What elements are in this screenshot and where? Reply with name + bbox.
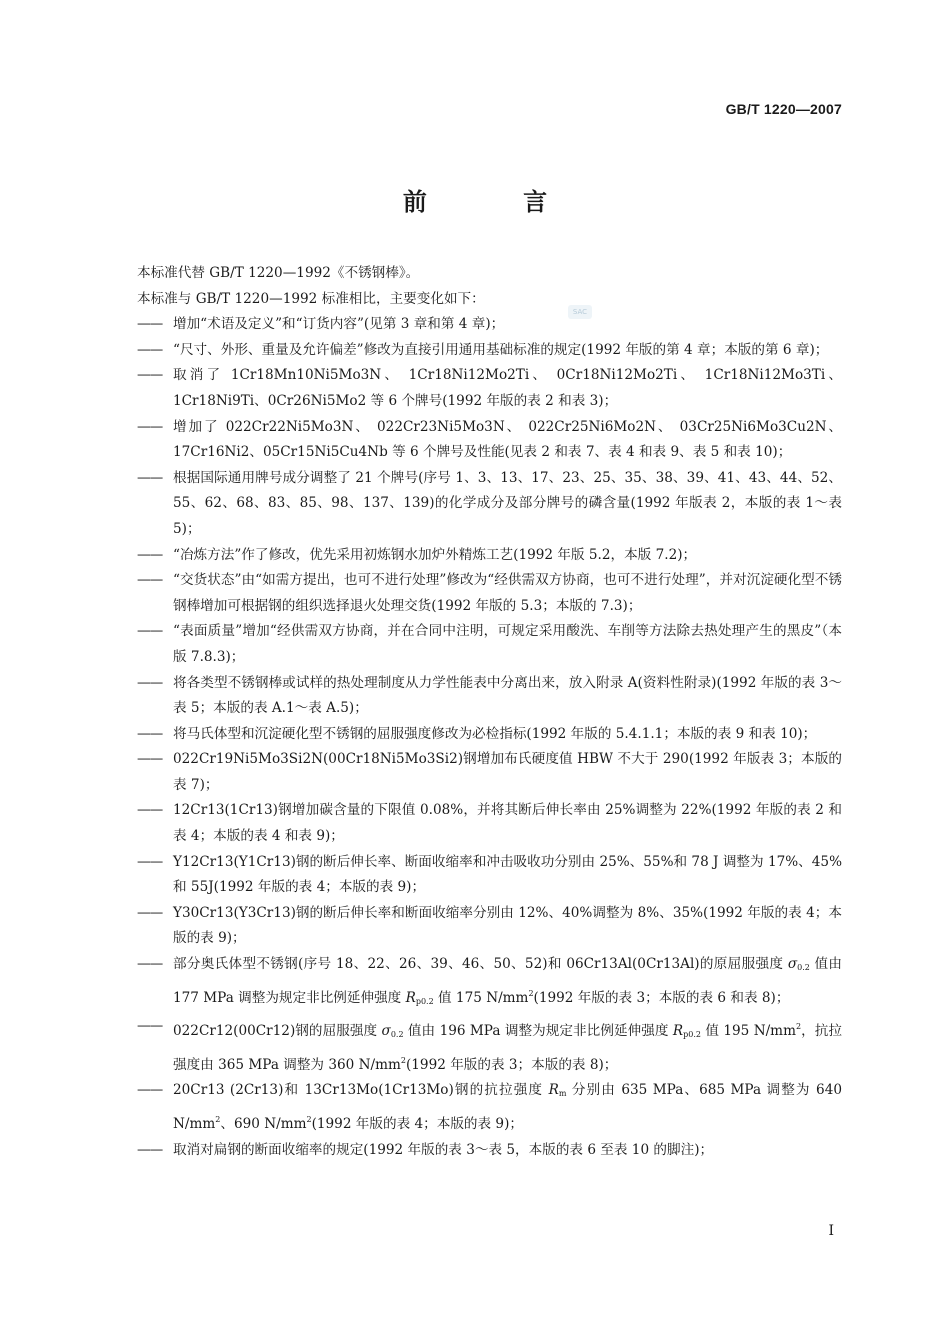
change-item: —— “交货状态”由“如需方提出，也可不进行处理”修改为“经供需双方协商，也可不进行处理”，并对沉淀硬化型不锈钢棒增加可根据钢的组织选择退火处理交货(1992 年版的 5.3；本版的 7.3)； bbox=[137, 572, 842, 614]
preface-body bbox=[137, 261, 842, 1163]
change-item: —— 取消对扁钢的断面收缩率的规定(1992 年版的表 3～表 5，本版的表 6 至表 10 的脚注)； bbox=[137, 1141, 714, 1158]
change-item: —— 增加了 022Cr22Ni5Mo3N、 022Cr23Ni5Mo3N、 022Cr25Ni6Mo2N、 03Cr25Ni6Mo3Cu2N、17Cr16Ni2、05Cr15Ni5Cu4Nb 等 6 个牌号及性能(见表 2 和表 7、表 4 和表 9、表 5 和表 10)； bbox=[137, 418, 842, 461]
change-item: —— “尺寸、外形、重量及允许偏差”修改为直接引用通用基础标准的规定(1992 年版的第 4 章；本版的第 6 章)； bbox=[137, 341, 829, 358]
watermark-logo: SAC bbox=[568, 305, 592, 319]
change-item: —— Y30Cr13(Y3Cr13)钢的断后伸长率和断面收缩率分别由 12%、40%调整为 8%、35%(1992 年版的表 4；本版的表 9)； bbox=[137, 904, 842, 947]
intro-line: 本标准与 GB/T 1220—1992 标准相比，主要变化如下： bbox=[137, 290, 485, 307]
change-item: —— “冶炼方法”作了修改，优先采用初炼钢水加炉外精炼工艺(1992 年版 5.2，本版 7.2)； bbox=[137, 546, 697, 563]
change-item: —— Y12Cr13(Y1Cr13)钢的断后伸长率、断面收缩率和冲击吸收功分别由 25%、55%和 78 J 调整为 17%、45%和 55J(1992 年版的表 4；本版的表 9)； bbox=[137, 853, 842, 896]
change-item: —— 20Cr13 (2Cr13)和 13Cr13Mo(1Cr13Mo)钢的抗拉强度 $R_m$ 分别由 635 MPa、685 MPa 调整为 640 $N/mm^2$、690 $N/mm^2(1992$ 年版的表 4；本版的表 9)； bbox=[137, 1082, 843, 1132]
change-item: —— 12Cr13(1Cr13)钢增加碳含量的下限值 0.08%，并将其断后伸长率由 25%调整为 22%(1992 年版的表 2 和表 4；本版的表 4 和表 9)； bbox=[137, 802, 842, 845]
change-item: —— 022Cr19Ni5Mo3Si2N(00Cr18Ni5Mo3Si2)钢增加布氏硬度值 HBW 不大于 290(1992 年版表 3；本版的表 7)； bbox=[137, 751, 842, 793]
page-title: 前 言 bbox=[402, 188, 592, 216]
change-item: —— 将各类型不锈钢棒或试样的热处理制度从力学性能表中分离出来，放入附录 A(资料性附录)(1992 年版的表 3～表 5；本版的表 A.1～表 A.5)； bbox=[137, 674, 842, 717]
change-item: —— 022Cr12(00Cr12)钢的屈服强度 $\sigma_{0.2}$ 值由 196 MPa 调整为规定非比例延伸强度 $R_{p0.2}$ 值 195 $N/mm^2$，抗拉强度由 365 MPa 调整为 360 $N/mm^2(1992$ 年版的表 3；本版的表 8)； bbox=[137, 1018, 842, 1073]
intro-line: 本标准代替 GB/T 1220—1992《不锈钢棒》。 bbox=[137, 265, 420, 281]
change-item: —— 将马氏体型和沉淀硬化型不锈钢的屈服强度修改为必检指标(1992 年版的 5.4.1.1；本版的表 9 和表 10)； bbox=[137, 725, 817, 742]
standard-code: GB/T 1220—2007 bbox=[725, 101, 842, 117]
change-item: —— 部分奥氏体型不锈钢(序号 18、22、26、39、46、50、52)和 06Cr13Al(0Cr13Al)的原屈服强度 $\sigma_{0.2}$ 值由 177 MPa 调整为规定非比例延伸强度 $R_{p0.2}$ 值 175 $N/mm^2(1992$ 年版的表 3；本版的表 6 和表 8)； bbox=[137, 956, 842, 1006]
change-item: —— 根据国际通用牌号成分调整了 21 个牌号(序号 1、3、13、17、23、25、35、38、39、41、43、44、52、55、62、68、83、85、98、137、139)的化学成分及部分牌号的磷含量(1992 年版表 2，本版的表 1～表 5)； bbox=[137, 469, 842, 537]
change-item: —— 增加“术语及定义”和“订货内容”(见第 3 章和第 4 章)； bbox=[137, 316, 505, 333]
page-number: I bbox=[828, 1223, 834, 1239]
change-item: —— 取消了 1Cr18Mn10Ni5Mo3N、 1Cr18Ni12Mo2Ti、 0Cr18Ni12Mo2Ti、 1Cr18Ni12Mo3Ti、1Cr18Ni9Ti、0Cr26Ni5Mo2 等 6 个牌号(1992 年版的表 2 和表 3)； bbox=[137, 367, 842, 409]
change-item: —— “表面质量”增加“经供需双方协商，并在合同中注明，可规定采用酸洗、车削等方法除去热处理产生的黑皮”（本版 7.8.3)； bbox=[137, 623, 842, 665]
